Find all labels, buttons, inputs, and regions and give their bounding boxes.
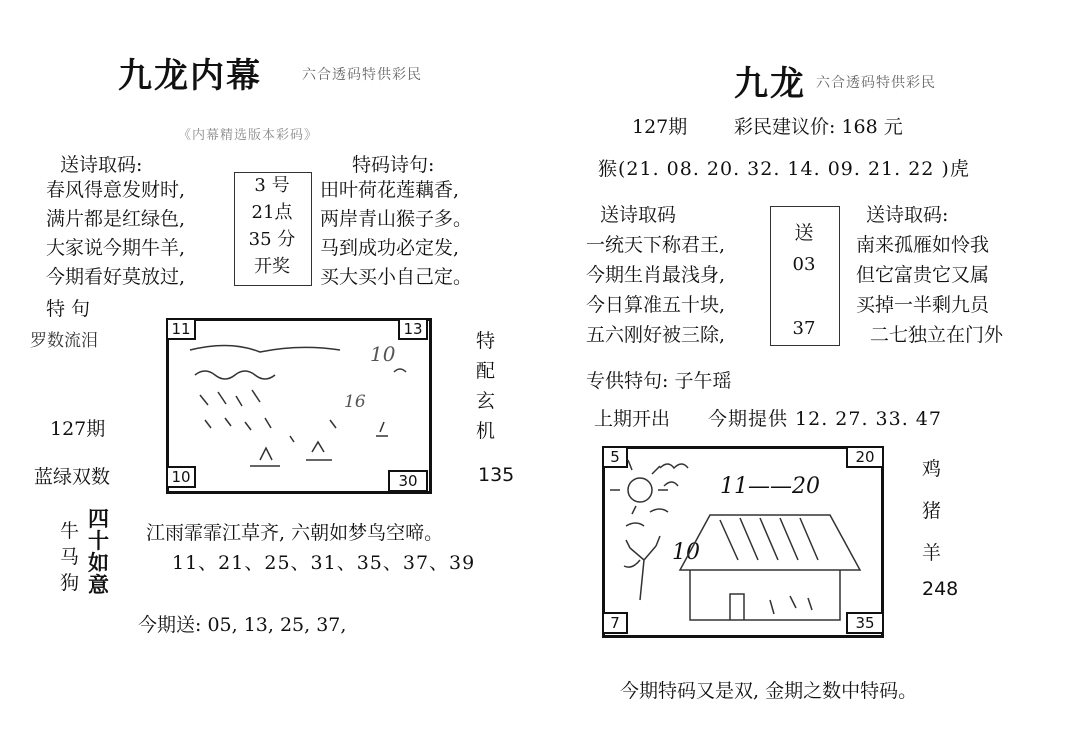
char: 特 — [476, 330, 496, 352]
sun-drawing — [628, 478, 652, 502]
poem-line: 一统天下称君王, — [586, 234, 726, 256]
sketch-range: 11——20 — [720, 474, 820, 499]
box-line: 3 号 — [254, 175, 290, 196]
char: 机 — [476, 420, 496, 442]
scribble-stroke — [250, 448, 280, 466]
poem-line: 五六刚好被三除, — [586, 324, 726, 346]
scribble-stroke — [200, 390, 260, 406]
sketch-scribble-number: 10 — [370, 342, 396, 366]
send-box-char: 送 — [794, 222, 814, 244]
luo-shu-label: 罗数流泪 — [30, 331, 98, 351]
tree-drawing — [624, 536, 660, 600]
scribble-stroke — [376, 422, 388, 436]
send-box-num: 03 — [792, 254, 816, 275]
scribble-stroke — [306, 442, 332, 460]
sketch-corner-bl: 7 — [602, 612, 628, 634]
sketch-corner-bl: 10 — [166, 466, 196, 488]
sketch-corner-tl: 11 — [166, 318, 196, 340]
poem-line: 满片都是红绿色, — [46, 208, 186, 230]
box-line: 开奖 — [254, 256, 290, 277]
bird-strokes — [626, 464, 688, 526]
left-special-poem-label: 特码诗句: — [352, 154, 435, 176]
right-issue: 127期 — [632, 116, 688, 138]
right-footer: 今期特码又是双, 金期之数中特码。 — [620, 680, 918, 702]
poem-line: 大家说今期牛羊, — [46, 237, 186, 259]
right-title: 九龙 — [734, 64, 806, 104]
poem-line: 今日算准五十块, — [586, 294, 726, 316]
scribble-stroke — [190, 345, 340, 352]
right-subtitle: 六合透码特供彩民 — [816, 75, 936, 91]
left-numbers: 11、21、25、31、35、37、39 — [172, 552, 476, 574]
left-send-poem-label: 送诗取码: — [60, 154, 143, 176]
animal: 羊 — [922, 542, 942, 564]
poem-line: 田叶荷花莲藕香, — [320, 179, 460, 201]
right-price: 彩民建议价: 168 元 — [734, 116, 903, 138]
right-send-poem-left: 送诗取码 — [600, 204, 677, 226]
box-line: 35 分 — [248, 229, 296, 250]
number-248: 248 — [922, 578, 959, 600]
left-issue: 127期 — [50, 418, 106, 440]
animal: 狗 — [60, 572, 80, 594]
monkey-line: 猴(21. 08. 20. 32. 14. 09. 21. 22 )虎 — [598, 158, 970, 180]
left-faint-caption: 《内幕精选版本彩码》 — [178, 128, 319, 143]
animal: 马 — [60, 546, 80, 568]
animal: 猪 — [922, 500, 942, 522]
number-135: 135 — [478, 464, 515, 486]
left-title: 九龙内幕 — [118, 56, 262, 96]
char: 玄 — [476, 390, 496, 412]
send-box-num: 37 — [792, 318, 816, 339]
sketch-number: 10 — [672, 540, 700, 565]
poem-line: 南来孤雁如怜我 — [856, 234, 990, 256]
scribble-stroke — [394, 369, 406, 372]
last-issue: 上期开出 — [594, 408, 671, 430]
te-ju-label: 特 句 — [46, 298, 91, 320]
sketch-corner-tr: 20 — [846, 446, 884, 468]
animal: 牛 — [60, 520, 80, 542]
poem-line: 两岸青山猴子多。 — [320, 208, 473, 230]
char: 如 — [88, 550, 109, 575]
house-walls — [690, 570, 840, 620]
sketch-corner-br: 35 — [846, 612, 884, 634]
this-issue: 今期提供 12. 27. 33. 47 — [708, 408, 942, 430]
left-poem-line: 江雨霏霏江草齐, 六朝如梦鸟空啼。 — [146, 522, 444, 544]
poem-line: 买大买小自己定。 — [320, 266, 473, 288]
poem-line: 马到成功必定发, — [320, 237, 460, 259]
sketch-corner-tl: 5 — [602, 446, 628, 468]
house-windows — [770, 596, 812, 614]
sketch-scribble-number-2: 16 — [344, 392, 366, 412]
house-door — [730, 594, 744, 620]
box-line: 21点 — [251, 202, 293, 223]
poem-line: 但它富贵它又属 — [856, 264, 990, 286]
poem-line: 买掉一半剩九员 — [856, 294, 990, 316]
right-send-poem-right: 送诗取码: — [866, 204, 949, 226]
sketch-corner-br: 30 — [388, 470, 428, 492]
jinqi-song: 今期送: 05, 13, 25, 37, — [138, 614, 347, 636]
animal: 鸡 — [922, 458, 942, 480]
poem-line: 今期生肖最浅身, — [586, 264, 726, 286]
scribble-stroke — [205, 418, 271, 430]
char: 十 — [88, 528, 109, 553]
sun-rays — [610, 460, 668, 514]
poem-line: 今期看好莫放过, — [46, 266, 186, 288]
poem-line: 春风得意发财时, — [46, 179, 186, 201]
left-subtitle: 六合透码特供彩民 — [302, 67, 422, 83]
house-roof-lines — [720, 518, 818, 560]
blue-green-label: 蓝绿双数 — [34, 466, 111, 488]
scribble-stroke — [290, 420, 336, 442]
char: 四 — [88, 506, 109, 531]
char: 配 — [476, 360, 496, 382]
poem-line: 二七独立在门外 — [870, 324, 1004, 346]
scribble-stroke — [195, 371, 275, 379]
sketch-corner-tr: 13 — [398, 318, 428, 340]
char: 意 — [88, 572, 109, 597]
special-poem: 专供特句: 子午瑶 — [586, 370, 732, 392]
